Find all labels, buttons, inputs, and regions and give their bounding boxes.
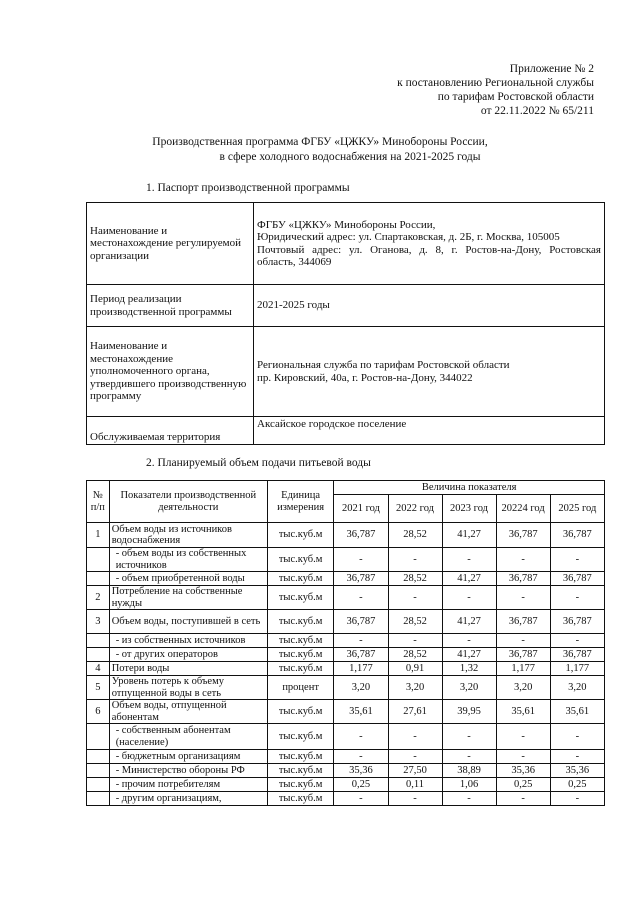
row-value: -	[388, 634, 442, 648]
row-value: 3,20	[550, 676, 604, 700]
row-indicator: Объем воды, поступившей в сеть	[109, 610, 267, 634]
row-indicator: - из собственных источников	[109, 634, 267, 648]
row-value: 1,06	[442, 778, 496, 792]
passport-label: Наименование и местонахождение регулируемой организации	[87, 203, 254, 285]
table-row	[87, 792, 605, 806]
passport-value-line: 2021-2025 годы	[257, 299, 330, 312]
table-row	[87, 750, 605, 764]
row-unit: тыс.куб.м	[267, 750, 333, 764]
row-unit: процент	[267, 676, 333, 700]
row-number: 5	[87, 676, 110, 700]
col-header-value: Величина показателя	[334, 481, 605, 495]
row-unit: тыс.куб.м	[267, 572, 333, 586]
row-value: -	[550, 548, 604, 572]
row-number	[87, 778, 110, 792]
passport-label: Наименование и местонахождение уполномоченного органа, утвердившего производственную программу	[87, 327, 254, 417]
passport-value-line: ФГБУ «ЦЖКУ» Минобороны России,	[257, 218, 436, 231]
col-header-year: 20224 год	[496, 495, 550, 523]
row-value: 36,787	[550, 523, 604, 548]
row-value: 3,20	[388, 676, 442, 700]
row-value: -	[334, 634, 388, 648]
row-value: 35,36	[334, 764, 388, 778]
row-value: 3,20	[496, 676, 550, 700]
volume-table-body	[87, 523, 605, 806]
table-row	[87, 648, 605, 662]
passport-value-line: пр. Кировский, 40а, г. Ростов-на-Дону, 344022	[257, 371, 473, 384]
row-value: -	[334, 750, 388, 764]
table-row	[87, 662, 605, 676]
row-value: 41,27	[442, 572, 496, 586]
row-value: 28,52	[388, 648, 442, 662]
title-line-1: Производственная программа ФГБУ «ЦЖКУ» Минобороны России,	[152, 136, 488, 148]
row-number: 6	[87, 700, 110, 724]
row-value: -	[442, 750, 496, 764]
row-value: -	[550, 750, 604, 764]
row-indicator: - другим организациям,	[109, 792, 267, 806]
passport-label: Обслуживаемая территория	[87, 417, 254, 445]
appendix-line: по тарифам Ростовской области	[437, 91, 594, 103]
row-value: -	[388, 586, 442, 610]
row-value: 41,27	[442, 648, 496, 662]
passport-value	[254, 203, 605, 285]
row-value: 39,95	[442, 700, 496, 724]
col-header-unit: Единица измерения	[267, 481, 333, 523]
row-indicator: - бюджетным организациям	[109, 750, 267, 764]
row-unit: тыс.куб.м	[267, 610, 333, 634]
row-value: 1,177	[496, 662, 550, 676]
row-number	[87, 764, 110, 778]
row-value: -	[496, 750, 550, 764]
col-header-no: № п/п	[87, 481, 110, 523]
row-value: 1,177	[550, 662, 604, 676]
row-value: -	[334, 548, 388, 572]
row-indicator: Объем воды, отпущенной абонентам	[109, 700, 267, 724]
row-value: 27,61	[388, 700, 442, 724]
table-row	[87, 676, 605, 700]
row-unit: тыс.куб.м	[267, 700, 333, 724]
row-value: -	[388, 724, 442, 750]
row-value: -	[550, 724, 604, 750]
row-value: -	[496, 586, 550, 610]
row-indicator: Объем воды из источников водоснабжения	[109, 523, 267, 548]
row-value: 28,52	[388, 610, 442, 634]
row-value: -	[496, 792, 550, 806]
row-value: -	[496, 634, 550, 648]
appendix-line: к постановлению Региональной службы	[397, 77, 594, 89]
table-row	[87, 634, 605, 648]
col-header-year: 2025 год	[550, 495, 604, 523]
table-row	[87, 548, 605, 572]
passport-value-line: Аксайское городское поселение	[257, 418, 407, 430]
row-number: 2	[87, 586, 110, 610]
row-number	[87, 750, 110, 764]
row-value: 36,787	[550, 648, 604, 662]
row-value: 28,52	[388, 572, 442, 586]
row-unit: тыс.куб.м	[267, 778, 333, 792]
row-number: 3	[87, 610, 110, 634]
col-header-year: 2023 год	[442, 495, 496, 523]
row-number	[87, 724, 110, 750]
row-indicator: - объем воды из собственных источников	[109, 548, 267, 572]
row-unit: тыс.куб.м	[267, 634, 333, 648]
row-value: 41,27	[442, 610, 496, 634]
row-unit: тыс.куб.м	[267, 648, 333, 662]
row-value: 0,25	[550, 778, 604, 792]
section1-heading: 1. Паспорт производственной программы	[146, 182, 350, 194]
row-number	[87, 648, 110, 662]
section2-heading: 2. Планируемый объем подачи питьевой воды	[146, 457, 371, 469]
table-row	[87, 610, 605, 634]
row-value: 1,177	[334, 662, 388, 676]
header-row	[87, 481, 605, 495]
passport-row	[87, 417, 605, 445]
table-row	[87, 778, 605, 792]
appendix-line: Приложение № 2	[509, 63, 594, 75]
row-indicator: - объем приобретенной воды	[109, 572, 267, 586]
row-unit: тыс.куб.м	[267, 662, 333, 676]
row-value: -	[496, 548, 550, 572]
row-value: -	[442, 792, 496, 806]
row-value: 27,50	[388, 764, 442, 778]
row-value: -	[388, 548, 442, 572]
row-value: -	[442, 634, 496, 648]
row-value: -	[442, 548, 496, 572]
row-unit: тыс.куб.м	[267, 724, 333, 750]
row-unit: тыс.куб.м	[267, 792, 333, 806]
row-value: 0,91	[388, 662, 442, 676]
row-number: 4	[87, 662, 110, 676]
row-number	[87, 572, 110, 586]
row-value: 36,787	[334, 523, 388, 548]
row-value: -	[442, 586, 496, 610]
row-indicator: Уровень потерь к объему отпущенной воды в сеть	[109, 676, 267, 700]
row-value: 38,89	[442, 764, 496, 778]
table-row	[87, 523, 605, 548]
volume-table	[86, 480, 605, 806]
table-row	[87, 586, 605, 610]
row-number	[87, 548, 110, 572]
passport-value	[254, 327, 605, 417]
row-value: 36,787	[550, 610, 604, 634]
document-title	[0, 135, 640, 165]
row-indicator: Потребление на собственные нужды	[109, 586, 267, 610]
table-row	[87, 700, 605, 724]
row-unit: тыс.куб.м	[267, 523, 333, 548]
row-value: -	[334, 724, 388, 750]
passport-value-line: Почтовый адрес: ул. Оганова, д. 8, г. Ростов-на-Дону, Ростовская область, 344069	[257, 243, 601, 268]
passport-value	[254, 417, 605, 445]
row-number	[87, 792, 110, 806]
table-row	[87, 764, 605, 778]
passport-value	[254, 285, 605, 327]
title-line-2: в сфере холодного водоснабжения на 2021-2025 годы	[219, 151, 481, 163]
table-row	[87, 724, 605, 750]
row-value: 36,787	[496, 523, 550, 548]
passport-label: Период реализации производственной программы	[87, 285, 254, 327]
row-indicator: Потери воды	[109, 662, 267, 676]
row-value: 35,36	[550, 764, 604, 778]
passport-value-line: Юридический адрес: ул. Спартаковская, д. 2Б, г. Москва, 105005	[257, 231, 560, 243]
passport-row	[87, 203, 605, 285]
row-number	[87, 634, 110, 648]
row-value: -	[550, 792, 604, 806]
row-value: 0,25	[334, 778, 388, 792]
row-value: 3,20	[334, 676, 388, 700]
row-indicator: - Министерство обороны РФ	[109, 764, 267, 778]
appendix-block	[397, 62, 594, 118]
row-value: 0,25	[496, 778, 550, 792]
row-value: -	[388, 750, 442, 764]
row-value: 35,61	[334, 700, 388, 724]
passport-row	[87, 285, 605, 327]
row-value: 28,52	[388, 523, 442, 548]
row-value: 36,787	[334, 572, 388, 586]
row-unit: тыс.куб.м	[267, 586, 333, 610]
row-number: 1	[87, 523, 110, 548]
col-header-year: 2021 год	[334, 495, 388, 523]
col-header-year: 2022 год	[388, 495, 442, 523]
table-row	[87, 572, 605, 586]
row-value: 36,787	[550, 572, 604, 586]
row-value: -	[334, 586, 388, 610]
row-value: -	[550, 586, 604, 610]
row-value: -	[442, 724, 496, 750]
row-value: 36,787	[496, 572, 550, 586]
row-value: 41,27	[442, 523, 496, 548]
row-value: 36,787	[334, 610, 388, 634]
row-value: -	[334, 792, 388, 806]
row-value: 0,11	[388, 778, 442, 792]
passport-row	[87, 327, 605, 417]
row-value: 36,787	[496, 610, 550, 634]
row-value: 36,787	[334, 648, 388, 662]
row-value: -	[496, 724, 550, 750]
row-indicator: - от других операторов	[109, 648, 267, 662]
row-indicator: - собственным абонентам (население)	[109, 724, 267, 750]
row-value: 35,61	[550, 700, 604, 724]
row-value: 36,787	[496, 648, 550, 662]
row-unit: тыс.куб.м	[267, 764, 333, 778]
row-value: 1,32	[442, 662, 496, 676]
row-value: -	[550, 634, 604, 648]
row-value: 35,61	[496, 700, 550, 724]
col-header-indicator: Показатели производственной деятельности	[109, 481, 267, 523]
row-value: -	[388, 792, 442, 806]
row-value: 3,20	[442, 676, 496, 700]
row-value: 35,36	[496, 764, 550, 778]
appendix-line: от 22.11.2022 № 65/211	[480, 105, 594, 117]
passport-value-line: Региональная служба по тарифам Ростовской области	[257, 359, 510, 371]
row-unit: тыс.куб.м	[267, 548, 333, 572]
passport-table	[86, 202, 605, 445]
row-indicator: - прочим потребителям	[109, 778, 267, 792]
